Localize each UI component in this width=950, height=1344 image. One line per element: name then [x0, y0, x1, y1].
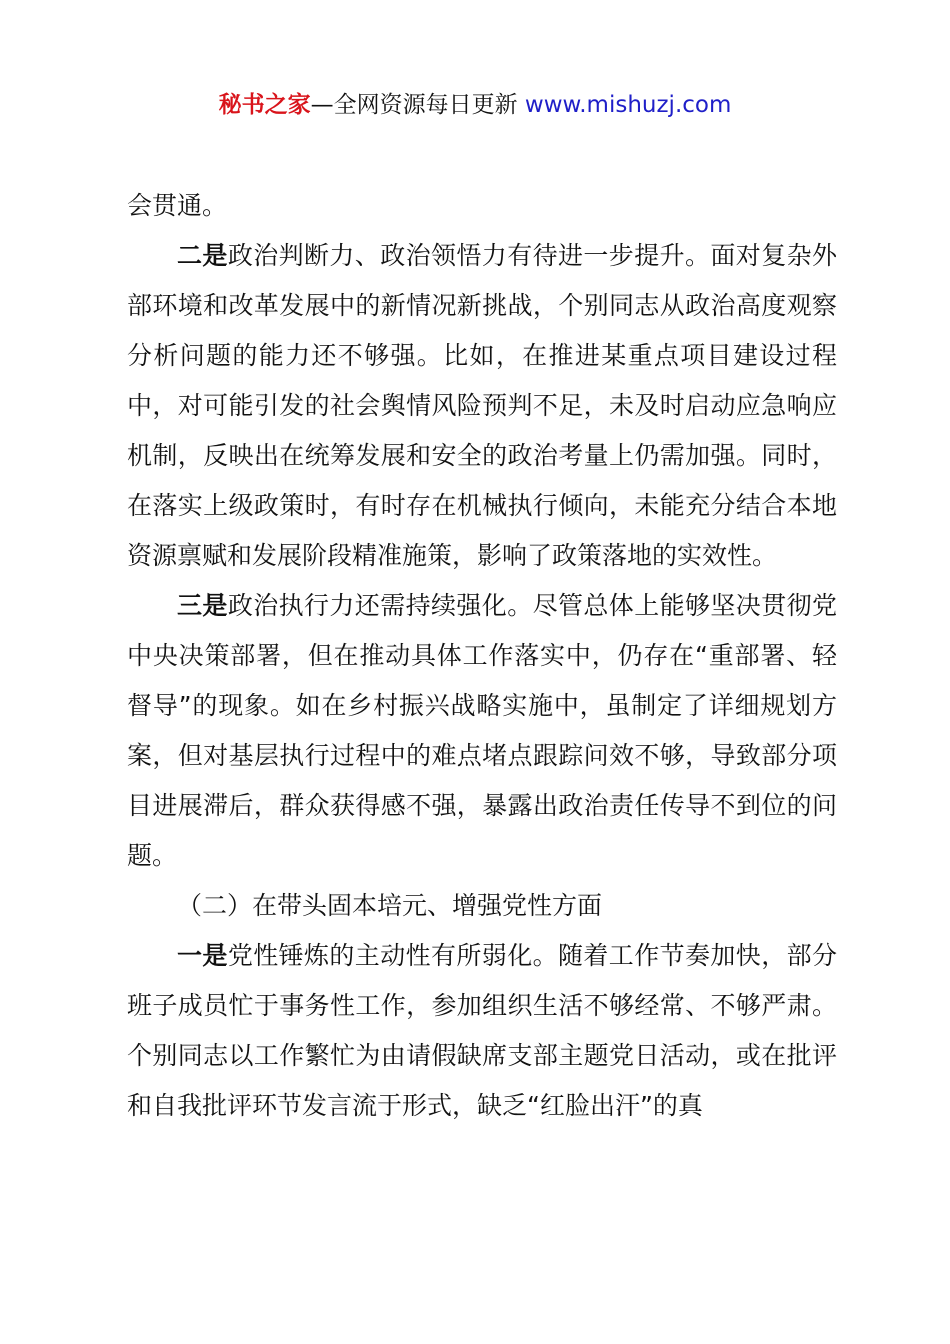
document-body [127, 181, 837, 1131]
paragraph-text: 政治判断力、政治领悟力有待进一步提升。面对复杂外部环境和改革发展中的新情况新挑战，个别同志从政治高度观察分析问题的能力还不够强。比如，在推进某重点项目建设过程中，对可能引发的社会舆情风险预判不足，未及时启动应急响应机制，反映出在统筹发展和安全的政治考量上仍需加强。同时，在落实上级政策时，有时存在机械执行倾向，未能充分结合本地资源禀赋和发展阶段精准施策，影响了政策落地的实效性。 [127, 241, 837, 570]
paragraph-text: 会贯通。 [127, 191, 228, 220]
paragraph-lead: 三是 [177, 591, 228, 620]
paragraph-point-three [127, 581, 837, 881]
paragraph-lead: 一是 [177, 941, 228, 970]
paragraph-point-one [127, 931, 837, 1131]
header-url-link[interactable]: www.mishuzj.com [524, 92, 732, 118]
paragraph-text: 政治执行力还需持续强化。尽管总体上能够坚决贯彻党中央决策部署，但在推动具体工作落实中，仍存在“重部署、轻督导”的现象。如在乡村振兴战略实施中，虽制定了详细规划方案，但对基层执行过程中的难点堵点跟踪问效不够，导致部分项目进展滞后，群众获得感不强，暴露出政治责任传导不到位的问题。 [127, 591, 837, 870]
page-header [0, 88, 950, 122]
brand-name: 秘书之家 [218, 92, 311, 118]
paragraph-lead: 二是 [177, 241, 228, 270]
section-heading [127, 881, 837, 931]
section-heading-text: （二）在带头固本培元、增强党性方面 [177, 891, 603, 920]
header-tagline: —全网资源每日更新 [310, 92, 525, 118]
paragraph-text: 党性锤炼的主动性有所弱化。随着工作节奏加快，部分班子成员忙于事务性工作，参加组织生活不够经常、不够严肃。个别同志以工作繁忙为由请假缺席支部主题党日活动，或在批评和自我批评环节发言流于形式，缺乏“红脸出汗”的真 [127, 941, 837, 1120]
paragraph-continuation [127, 181, 837, 231]
paragraph-point-two [127, 231, 837, 581]
